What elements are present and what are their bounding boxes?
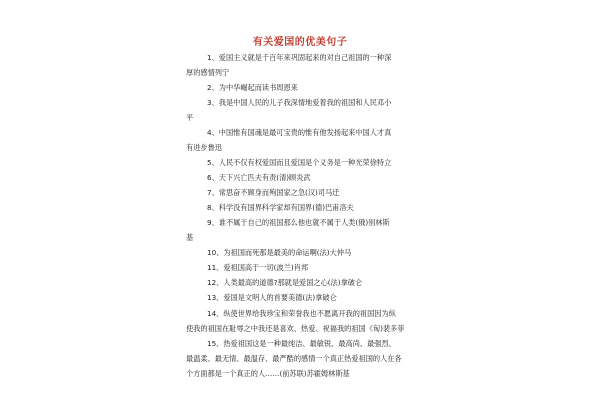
- text-line: 10、为祖国而死那是最美的命运啊(法)大仲马: [207, 248, 352, 257]
- text-line: 厚的感情列宁: [186, 68, 230, 77]
- text-line: 6、天下兴亡匹夫有责(清)顾炎武: [207, 173, 311, 182]
- text-line: 3、我是中国人民的儿子我深情地爱着我的祖国和人民邓小: [207, 98, 392, 107]
- text-line: 平: [186, 113, 194, 122]
- text-line: 8、科学没有国界科学家却有国界(德)巴甫洛夫: [207, 203, 354, 212]
- text-line: 11、爱祖国高于一切(波兰)肖邦: [207, 263, 309, 272]
- text-line: 12、人类最高的道德?那就是爱国之心(法)拿破仑: [207, 278, 363, 287]
- text-line: 14、纵使世界给我珍宝和荣誉我也不愿离开我的祖国因为纵: [207, 309, 396, 318]
- text-line: 4、中国惟有国魂是最可宝贵的惟有他发扬起来中国人才真: [207, 128, 392, 137]
- text-line: 基: [186, 233, 194, 242]
- text-line: 5、人民不仅有权爱国而且爱国是个义务是一种光荣徐特立: [207, 158, 392, 167]
- text-line: 使我的祖国在耻辱之中我还是喜欢、热爱、祝福我的祖国《匈)裴多菲: [186, 324, 405, 333]
- text-line: 个方面都是一个真正的人……(前苏联)苏霍姆林斯基: [186, 369, 350, 378]
- text-line: 13、爱国是文明人的首要美德(法)拿破仑: [207, 293, 337, 302]
- text-line: 最温柔、最无情、最温存、最严酷的感情一个真正热爱祖国的人在各: [186, 354, 402, 363]
- text-line: 7、常思奋不顾身而殉国家之急(汉)司马迁: [207, 188, 340, 197]
- text-line: 15、热爱祖国这是一种最纯洁、最敏锐、最高尚、最强烈、: [207, 339, 396, 348]
- text-line: 2、为中华崛起而读书周恩来: [207, 83, 298, 92]
- text-line: 1、爱国主义就是千百年来巩固起来的对自己祖国的一种深: [207, 53, 392, 62]
- page-title: 有关爱国的优美句子: [252, 37, 348, 48]
- text-line: 有进步鲁迅: [186, 143, 222, 152]
- text-line: 9、谁不属于自己的祖国那么他也就不属于人类(俄)别林斯: [207, 218, 390, 227]
